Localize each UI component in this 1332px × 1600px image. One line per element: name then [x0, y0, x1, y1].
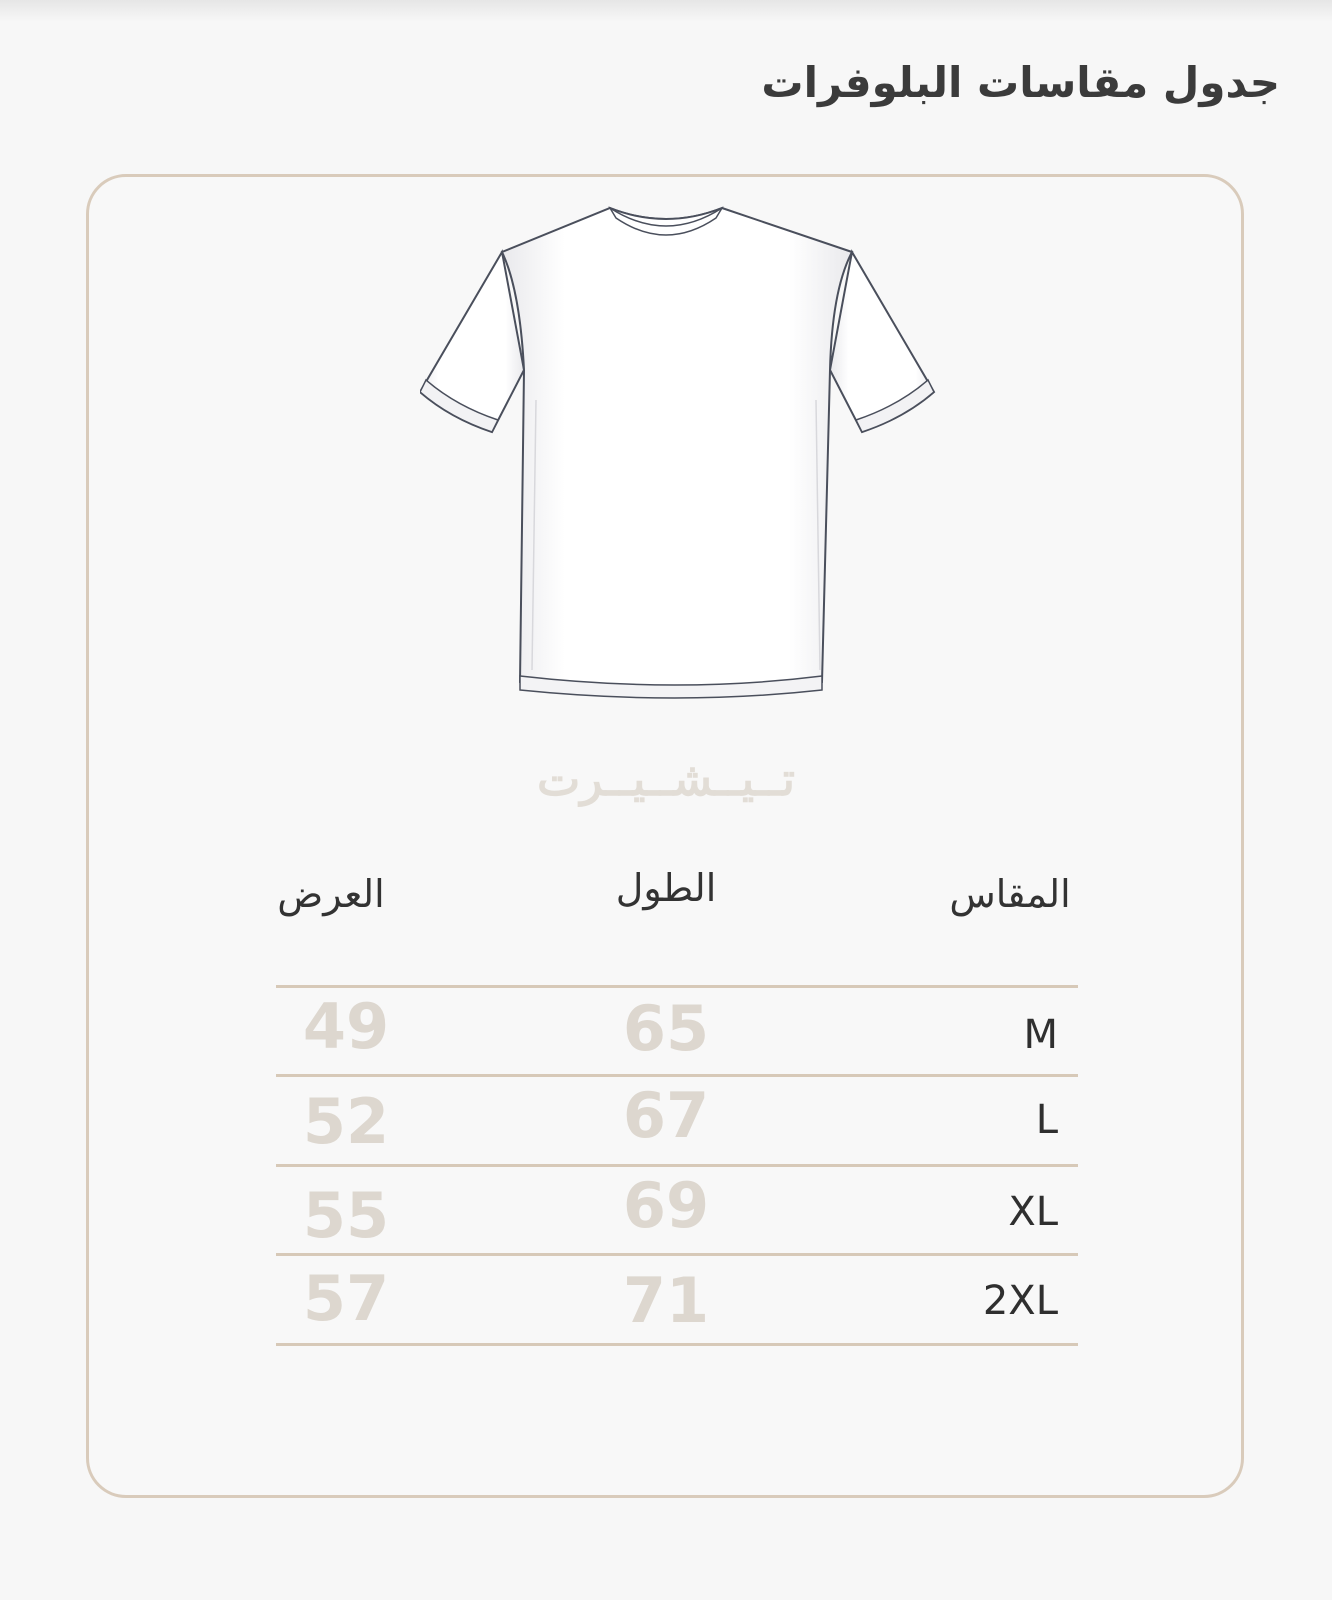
- top-shadow: [0, 0, 1332, 22]
- length-cell: 65: [622, 992, 710, 1065]
- column-header-width: العرض: [277, 872, 385, 916]
- table-row: [276, 1077, 1078, 1163]
- width-cell: 55: [302, 1179, 390, 1252]
- table-row: [276, 988, 1078, 1074]
- size-cell: M: [1023, 1012, 1058, 1058]
- size-cell: 2XL: [982, 1278, 1058, 1324]
- width-cell: 57: [302, 1262, 390, 1335]
- size-cell: XL: [1008, 1189, 1058, 1235]
- width-cell: 52: [302, 1085, 390, 1158]
- length-cell: 69: [622, 1169, 710, 1242]
- length-cell: 71: [622, 1264, 710, 1337]
- length-cell: 67: [622, 1079, 710, 1152]
- column-header-length: الطول: [615, 866, 717, 910]
- size-cell: L: [1035, 1097, 1058, 1143]
- tshirt-icon: [420, 200, 936, 712]
- column-header-size: المقاس: [949, 872, 1071, 916]
- table-divider: [276, 1343, 1078, 1346]
- page-title: جدول مقاسات البلوفرات: [761, 58, 1280, 107]
- product-name: تــيــشــيــرت: [536, 752, 796, 806]
- width-cell: 49: [302, 990, 390, 1063]
- table-row: [276, 1256, 1078, 1342]
- table-row: [276, 1167, 1078, 1253]
